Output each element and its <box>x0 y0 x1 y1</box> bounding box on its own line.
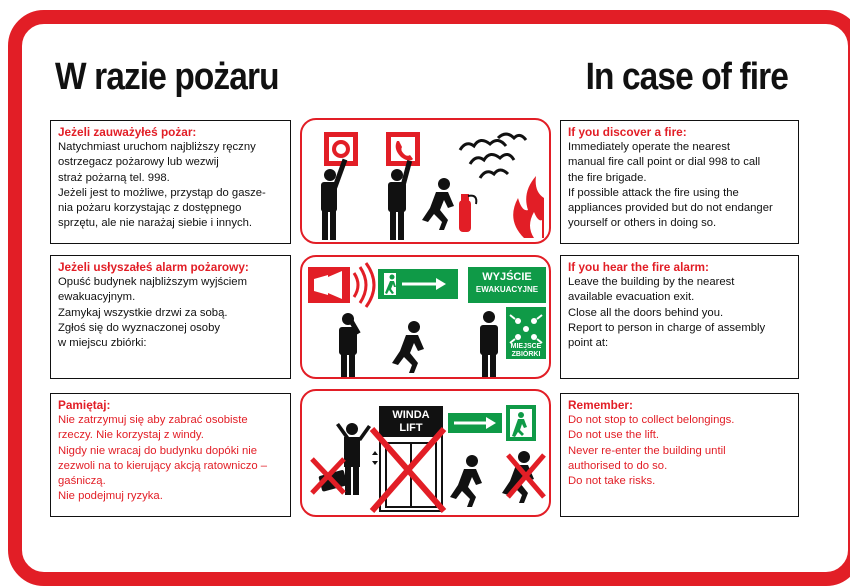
fire-extinguisher-icon <box>459 194 476 232</box>
person-icon <box>339 313 361 377</box>
running-person-icon <box>450 455 482 507</box>
lift-label-2: LIFT <box>399 422 423 434</box>
en-remember-text: Do not stop to collect belongings. Do not use the lift. Never re-enter the building until authorised to do so. Do not take risks. <box>568 414 735 488</box>
title-polish: W razie pożaru <box>55 56 279 98</box>
running-person-icon <box>422 178 454 230</box>
person-icon <box>321 159 347 240</box>
pl-discover-fire-heading: Jeżeli zauważyłeś pożar: <box>58 125 197 139</box>
assembly-label-2: ZBIÓRKI <box>511 351 541 358</box>
pl-fire-alarm-heading: Jeżeli usłyszałeś alarm pożarowy: <box>58 260 249 274</box>
fire-alarm-call-point-icon <box>324 132 358 166</box>
fire-alarm-pictogram <box>300 255 551 379</box>
discover-fire-pictogram <box>300 118 551 244</box>
exit-sign-label-2: EWAKUACYJNE <box>475 285 539 294</box>
pl-discover-fire-text: Natychmiast uruchom najbliższy ręczny ostrzegacz pożarowy lub wezwij straż pożarną tel. 998. Jeżeli jest to możliwe, przystąp do gasze- nia pożaru korzystając z dostępnego sprzętu, ale nie narażaj siebie i innych. <box>58 141 266 230</box>
exit-arrow-sign-icon <box>378 269 458 299</box>
exit-sign-label-1: WYJŚCIE <box>482 271 532 283</box>
pl-discover-fire-box <box>50 120 291 244</box>
en-fire-alarm-text: Leave the building by the nearest available evacuation exit. Close all the doors behind you. Report to person in charge of assembly point at: <box>568 276 766 350</box>
person-with-belongings-icon <box>318 423 371 495</box>
alarm-siren-icon <box>308 263 374 307</box>
pl-fire-alarm-text: Opuść budynek najbliższym wyjściem ewakuacyjnym. Zamykaj wszystkie drzwi za sobą. Zgłoś się do wyznaczonej osoby w miejscu zbiórki: <box>58 276 247 350</box>
en-discover-fire-box <box>560 120 799 244</box>
en-discover-fire-text: Immediately operate the nearest manual fire call point or dial 998 to call the fire brigade. If possible attack the fire using the appliances provided but do not endanger yourself or others in doing so. <box>568 141 773 230</box>
en-discover-fire-heading: If you discover a fire: <box>568 125 687 139</box>
en-remember-box <box>560 393 799 517</box>
pl-remember-heading: Pamiętaj: <box>58 398 111 412</box>
remember-pictogram <box>300 389 551 517</box>
telephone-icon <box>386 132 420 166</box>
exit-arrow-sign-icon <box>448 405 536 441</box>
pl-remember-box <box>50 393 291 517</box>
pl-remember-text: Nie zatrzymuj się aby zabrać osobiste rzeczy. Nie korzystaj z windy. Nigdy nie wracaj do budynku dopóki nie zezwoli na to kierujący akcją ratowniczo – gaśniczą. Nie podejmuj ryzyka. <box>58 414 268 503</box>
running-person-icon <box>392 321 424 373</box>
en-remember-heading: Remember: <box>568 398 633 412</box>
person-icon <box>480 311 498 377</box>
person-on-phone-icon <box>388 160 412 240</box>
flames-icon <box>513 176 544 238</box>
en-fire-alarm-box <box>560 255 799 379</box>
pl-fire-alarm-box <box>50 255 291 379</box>
en-fire-alarm-heading: If you hear the fire alarm: <box>568 260 709 274</box>
lift-label-1: WINDA <box>392 409 430 421</box>
assembly-label-1: MIEJSCE <box>510 343 542 350</box>
smoke-icon <box>460 134 526 178</box>
title-english: In case of fire <box>585 56 788 98</box>
